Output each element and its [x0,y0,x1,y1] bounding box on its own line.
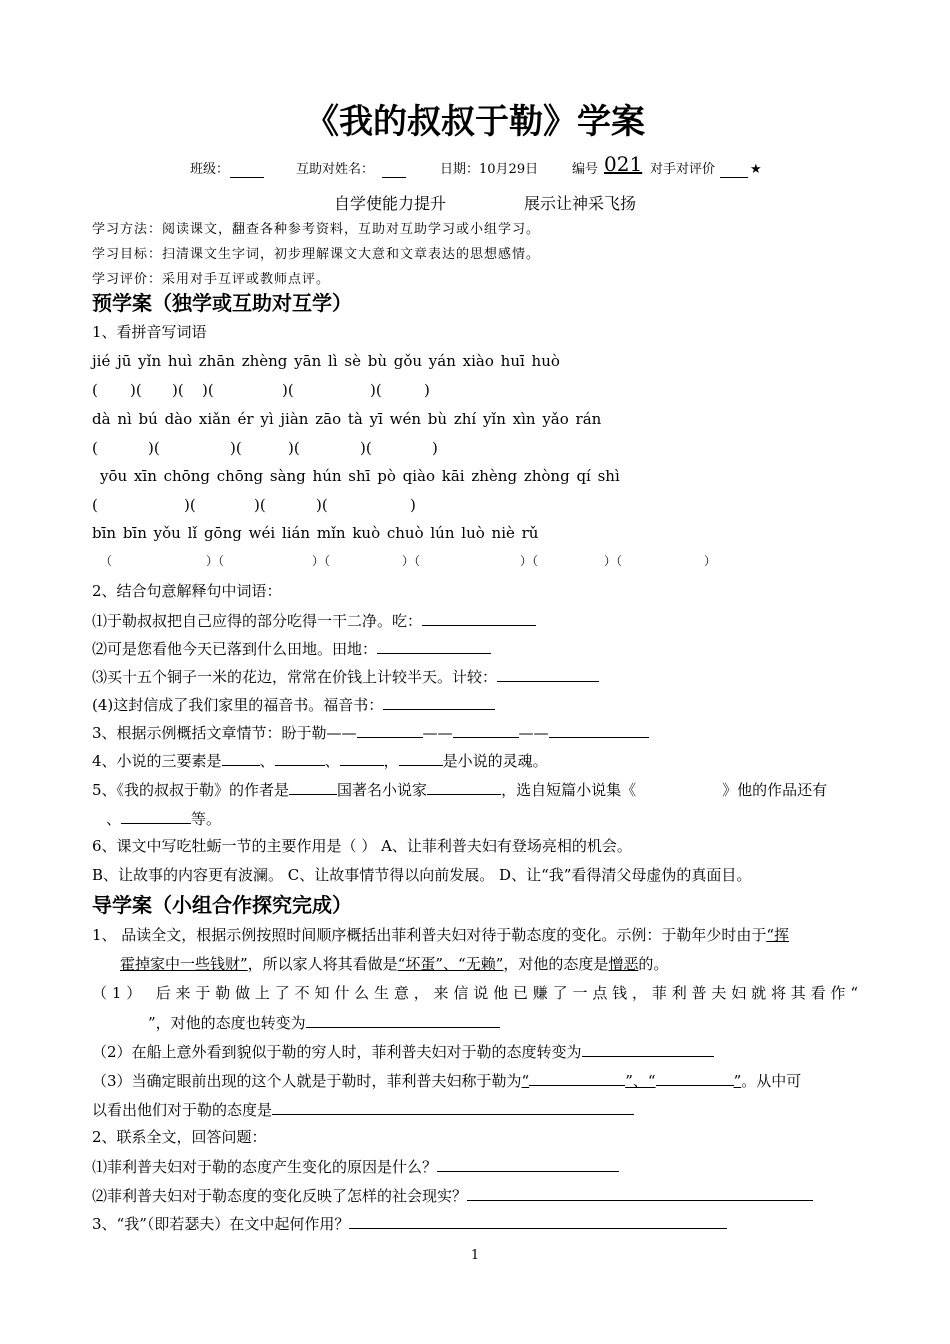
q2-answer-4[interactable] [383,694,495,710]
guide-q2-b: ⑵菲利普夫妇对于勒态度的变化反映了怎样的社会现实？ [92,1185,813,1206]
q2-item-3: ⑶买十五个铜子一米的花边，常常在价钱上计较半天。计较： [92,666,599,687]
guide-heading: 导学案（小组合作探究完成） [92,893,352,917]
number-value: 021 [604,152,643,176]
study-evaluation: 学习评价：采用对手互评或教师点评。 [92,272,331,287]
prestudy-heading: 预学案（独学或互助对互学） [92,291,352,315]
q4-elements: 4、小说的三要素是 、 、 ， 是小说的灵魂。 [92,752,548,770]
rating-field[interactable] [720,162,748,178]
page-title: 《我的叔叔于勒》学案 [305,102,645,142]
guide-q1-sub1: （1） 后来于勒做上了不知什么生意，来信说他已赚了一点钱，菲利普夫妇就将其看作“ [92,984,858,1002]
q2-answer-1[interactable] [422,610,536,626]
q2-answer-2[interactable] [377,638,491,654]
q2-item-1: ⑴于勒叔叔把自己应得的部分吃得一干二净。吃： [92,610,536,631]
page-number: 1 [470,1248,480,1263]
date-text: 日期：10月29日 [440,162,539,177]
partner-field[interactable] [382,162,406,178]
q2-item-2: ⑵可是您看他今天已落到什么田地。田地： [92,638,491,659]
motto-left: 自学使能力提升 [334,194,447,213]
class-field[interactable] [230,162,264,178]
guide-q1-sub3-cont: 以看出他们对于勒的态度是 [92,1099,634,1120]
q6-question: 6、课文中写吃牡蛎一节的主要作用是（ ） A、让菲利普夫妇有登场亮相的机会。 [92,837,632,855]
guide-q1-line1: 1、 品读全文，根据示例按照时间顺序概括出菲利普夫妇对待于勒态度的变化。示例：于勒年少时由于“挥 [92,926,789,944]
guide-q1-sub1-cont: ”，对他的态度也转变为 [148,1012,500,1033]
partner-label: 互助对姓名： [296,162,375,177]
guide-q2-a: ⑴菲利普夫妇对于勒的态度产生变化的原因是什么？ [92,1156,619,1177]
guide-q1-sub2: （2）在船上意外看到貌似于勒的穷人时，菲利普夫妇对于勒的态度转变为 [92,1041,714,1062]
guide-q1-line2: 霍掉家中一些钱财”，所以家人将其看做是“坏蛋”、“无赖”，对他的态度是憎恶的。 [120,955,669,973]
number-label: 编号 [572,162,599,177]
pinyin-row-2: dà nì bú dào xiǎn ér yì jiàn zāo tà yī wén bù zhí yǐn xìn yǎo rán [92,410,602,428]
q5-author: 5、《我的叔叔于勒》的作者是 国著名小说家 ，选自短篇小说集《 》他的作品还有 [92,781,828,799]
guide-q2-title: 2、联系全文，回答问题： [92,1128,267,1146]
class-label: 班级： [190,162,230,177]
rating-star-icon: ★ [750,162,762,177]
study-goal: 学习目标：扫清课文生字词，初步理解课文大意和文章表达的思想感情。 [92,247,541,262]
q1-title: 1、看拼音写词语 [92,323,207,341]
rating-label: 对手对评价 [650,162,716,177]
q2-title: 2、结合句意解释句中词语： [92,582,282,600]
q6-options: B、让故事的内容更有波澜。 C、让故事情节得以向前发展。 D、让“我”看得清父母虚伪的真面目。 [92,866,752,884]
motto-right: 展示让神采飞扬 [524,194,637,213]
q2-answer-3[interactable] [497,666,599,682]
q3-plot: 3、根据示例概括文章情节：盼于勒—— —— —— [92,722,649,743]
pinyin-row-3: yōu xīn chōng chōng sàng hún shī pò qiào kāi zhèng zhòng qí shì [100,467,620,485]
q5-works: 、 等。 [106,810,222,828]
pinyin-row-1: jié jū yǐn huì zhān zhèng yān lì sè bù gǒu yán xiào huī huò [92,352,560,370]
guide-q1-sub3: （3）当确定眼前出现的这个人就是于勒时，菲利普夫妇称于勒为“ ”、“ ”。从中可 [92,1072,802,1090]
guide-q3: 3、“我”（即若瑟夫）在文中起何作用？ [92,1213,727,1234]
study-method: 学习方法：阅读课文，翻查各种参考资料，互助对互助学习或小组学习。 [92,222,541,237]
q2-item-4: (4)这封信成了我们家里的福音书。福音书： [92,694,495,715]
pinyin-row-4: bīn bīn yǒu lǐ gōng wéi lián mǐn kuò chuò lún luò niè rǔ [92,524,539,542]
